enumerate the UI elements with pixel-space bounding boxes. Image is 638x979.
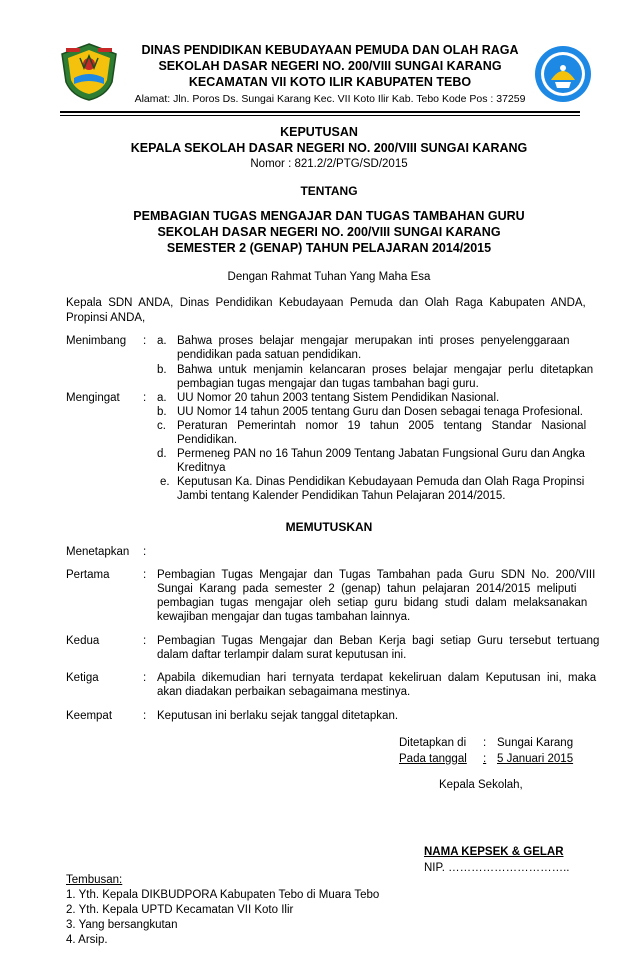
- pertama-line3: pembagian tugas mengajar oleh setiap guru bidang studi dalam melaksanakan: [157, 597, 588, 609]
- ketiga-colon: :: [143, 672, 147, 684]
- ditetapkan-label: Ditetapkan di: [399, 737, 467, 749]
- header-rule-bottom: [60, 115, 580, 116]
- mengingat-c-line1: Peraturan Pemerintah nomor 19 tahun 2005 tentang Standar Nasional: [177, 420, 587, 432]
- tembusan-title: Tembusan:: [66, 874, 123, 886]
- menimbang-a-line2: pendidikan pada satuan pendidikan.: [177, 349, 362, 361]
- menimbang-b-line1: Bahwa untuk menjamin kelancaran proses belajar mengajar perlu ditetapkan: [177, 364, 594, 376]
- ketiga-line2: akan diadakan perbaikan sebagaimana mestinya.: [157, 686, 411, 698]
- keempat-line1: Keputusan ini berlaku sejak tanggal ditetapkan.: [157, 710, 399, 722]
- mengingat-b-letter: b.: [157, 406, 167, 418]
- keempat-colon: :: [143, 710, 147, 722]
- menimbang-colon: :: [143, 335, 147, 347]
- mengingat-c-letter: c.: [157, 420, 166, 432]
- ditetapkan-colon: :: [483, 737, 487, 749]
- pertama-line2: Sungai Karang pada semester 2 (genap) tahun pelajaran 2014/2015 meliputi: [157, 583, 577, 595]
- mengingat-d-line2: Kreditnya: [177, 462, 226, 474]
- decree-issuer: KEPALA SEKOLAH DASAR NEGERI NO. 200/VIII SUNGAI KARANG: [130, 141, 528, 155]
- tanggal-value: 5 Januari 2015: [497, 753, 574, 765]
- kedua-line2: dalam daftar terlampir dalam surat keputusan ini.: [157, 649, 407, 661]
- kepsek-nip: NIP. …………………………..: [424, 862, 570, 874]
- mengingat-e-line2: Jambi tentang Kalender Pendidikan Tahun Pelajaran 2014/2015.: [177, 490, 506, 502]
- header-address: Alamat: Jln. Poros Ds. Sungai Karang Kec. VII Koto Ilir Kab. Tebo Kode Pos : 37259: [134, 93, 526, 105]
- intro-line-2: Propinsi ANDA,: [66, 312, 146, 324]
- kedua-label: Kedua: [66, 635, 100, 647]
- mengingat-c-line2: Pendidikan.: [177, 434, 238, 446]
- header-agency: DINAS PENDIDIKAN KEBUDAYAAN PEMUDA DAN OLAH RAGA: [141, 43, 519, 57]
- menetapkan-colon: :: [143, 546, 147, 558]
- menimbang-a-letter: a.: [157, 335, 167, 347]
- ketiga-line1: Apabila dikemudian hari ternyata terdapat kekeliruan dalam Keputusan ini, maka: [157, 672, 597, 684]
- menimbang-b-line2: pembagian tugas mengajar dan tugas tambahan bagi guru.: [177, 378, 479, 390]
- mengingat-e-line1: Keputusan Ka. Dinas Pendidikan Kebudayaan Pemuda dan Olah Raga Propinsi: [177, 476, 585, 488]
- pertama-line4: kewajiban mengajar dan tugas tambahan lainnya.: [157, 611, 411, 623]
- menimbang-label: Menimbang: [66, 335, 127, 347]
- header-district: KECAMATAN VII KOTO ILIR KABUPATEN TEBO: [188, 75, 472, 89]
- decree-number: Nomor : 821.2/2/PTG/SD/2015: [250, 158, 408, 170]
- rahmat-line: Dengan Rahmat Tuhan Yang Maha Esa: [227, 271, 431, 283]
- intro-line-1: Kepala SDN ANDA, Dinas Pendidikan Kebudayaan Pemuda dan Olah Raga Kabupaten ANDA,: [66, 297, 586, 309]
- tanggal-label: Pada tanggal: [399, 753, 467, 765]
- tentang-heading: TENTANG: [300, 184, 358, 198]
- menimbang-b-letter: b.: [157, 364, 167, 376]
- pertama-label: Pertama: [66, 569, 110, 581]
- menimbang-a-line1: Bahwa proses belajar mengajar merupakan inti proses penyelenggaraan: [177, 335, 570, 347]
- mengingat-e-letter: e.: [160, 476, 170, 488]
- tembusan-item: 4. Arsip.: [66, 934, 108, 946]
- subject-line-1: PEMBAGIAN TUGAS MENGAJAR DAN TUGAS TAMBAHAN GURU: [133, 209, 525, 223]
- kepsek-name: NAMA KEPSEK & GELAR: [424, 846, 564, 858]
- mengingat-colon: :: [143, 392, 147, 404]
- pertama-line1: Pembagian Tugas Mengajar dan Tugas Tambahan pada Guru SDN No. 200/VIII: [157, 569, 596, 581]
- kedua-colon: :: [143, 635, 147, 647]
- mengingat-d-letter: d.: [157, 448, 167, 460]
- memutuskan-heading: MEMUTUSKAN: [285, 520, 373, 534]
- menetapkan-label: Menetapkan: [66, 546, 130, 558]
- mengingat-a-line1: UU Nomor 20 tahun 2003 tentang Sistem Pendidikan Nasional.: [177, 392, 500, 404]
- ketiga-label: Ketiga: [66, 672, 99, 684]
- kedua-line1: Pembagian Tugas Mengajar dan Beban Kerja bagi setiap Guru tersebut tertuang: [157, 635, 600, 647]
- tembusan-item: 3. Yang bersangkutan: [66, 919, 178, 931]
- decree-title: KEPUTUSAN: [280, 125, 358, 139]
- subject-line-2: SEKOLAH DASAR NEGERI NO. 200/VIII SUNGAI KARANG: [157, 225, 501, 239]
- header-school: SEKOLAH DASAR NEGERI NO. 200/VIII SUNGAI KARANG: [158, 59, 502, 73]
- mengingat-b-line1: UU Nomor 14 tahun 2005 tentang Guru dan Dosen sebagai tenaga Profesional.: [177, 406, 583, 418]
- mengingat-d-line1: Permeneg PAN no 16 Tahun 2009 Tentang Jabatan Fungsional Guru dan Angka: [177, 448, 585, 460]
- jabatan: Kepala Sekolah,: [439, 779, 523, 791]
- mengingat-label: Mengingat: [66, 392, 120, 404]
- tembusan-item: 1. Yth. Kepala DIKBUDPORA Kabupaten Tebo di Muara Tebo: [66, 889, 380, 901]
- keempat-label: Keempat: [66, 710, 113, 722]
- mengingat-a-letter: a.: [157, 392, 167, 404]
- pertama-colon: :: [143, 569, 147, 581]
- tembusan-item: 2. Yth. Kepala UPTD Kecamatan VII Koto Ilir: [66, 904, 294, 916]
- header-rule-top: [60, 111, 580, 113]
- ditetapkan-value: Sungai Karang: [497, 737, 574, 749]
- subject-line-3: SEMESTER 2 (GENAP) TAHUN PELAJARAN 2014/2015: [166, 241, 492, 255]
- tanggal-colon: :: [483, 753, 487, 765]
